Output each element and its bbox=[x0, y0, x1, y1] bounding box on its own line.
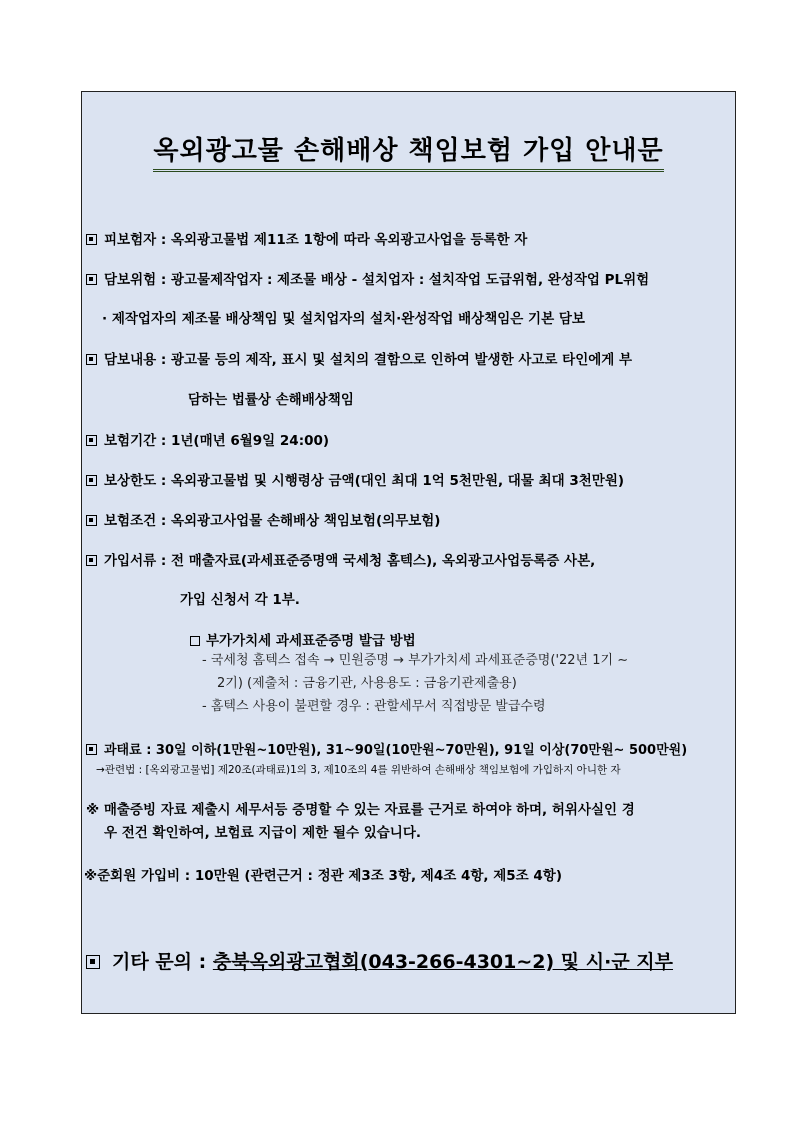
coverage-text-cont: 담하는 법률상 손해배상책임 bbox=[188, 392, 354, 408]
vat-line-3-text: - 홈텍스 사용이 불편할 경우 : 관할세무서 직접방문 발급수령 bbox=[202, 699, 546, 714]
risk-note-text: · 제작업자의 제조물 배상책임 및 설치업자의 설치·완성작업 배상책임은 기본 담보 bbox=[102, 311, 585, 327]
limit-text: 보상한도 : 옥외광고물법 및 시행령상 금액(대인 최대 1억 5천만원, 대물 최대 3천만원) bbox=[104, 473, 625, 489]
penalty-law bbox=[96, 762, 621, 777]
period-text: 보험기간 : 1년(매년 6월9일 24:00) bbox=[104, 433, 330, 449]
insured-row bbox=[86, 228, 527, 248]
condition-row bbox=[86, 509, 440, 529]
associate-fee-text: ※준회원 가입비 : 10만원 (관련근거 : 정관 제3조 3항, 제4조 4항, 제5조 4항) bbox=[84, 868, 563, 884]
risk-row bbox=[86, 268, 649, 288]
risk-text: 담보위험 : 광고물제작업자 : 제조물 배상 - 설치업자 : 설치작업 도급위험, 완성작업 PL위험 bbox=[104, 272, 650, 288]
notice-line-2 bbox=[104, 821, 421, 841]
vat-line-1 bbox=[202, 649, 628, 668]
filled-square-icon bbox=[86, 744, 97, 755]
penalty-row bbox=[86, 739, 687, 758]
filled-square-icon bbox=[86, 955, 100, 969]
filled-square-icon bbox=[86, 475, 97, 486]
docs-row-cont bbox=[180, 588, 300, 608]
page-title bbox=[82, 130, 735, 172]
contact-row bbox=[86, 947, 673, 974]
condition-text: 보험조건 : 옥외광고사업물 손해배상 책임보험(의무보험) bbox=[104, 513, 441, 529]
empty-square-icon bbox=[190, 636, 200, 646]
contact-label: 기타 문의 : bbox=[112, 951, 213, 973]
filled-square-icon bbox=[86, 274, 97, 285]
filled-square-icon bbox=[86, 555, 97, 566]
vat-heading-text: 부가가치세 과세표준증명 발급 방법 bbox=[206, 633, 416, 649]
coverage-row-cont bbox=[188, 388, 354, 408]
coverage-text: 담보내용 : 광고물 등의 제작, 표시 및 설치의 결함으로 인하여 발생한 사고로 타인에게 부 bbox=[104, 352, 633, 368]
vat-line-2 bbox=[217, 672, 517, 691]
period-row bbox=[86, 429, 329, 449]
limit-row bbox=[86, 469, 624, 489]
notice-panel bbox=[81, 91, 736, 1014]
vat-heading bbox=[190, 629, 416, 649]
contact-org: 충북옥외광고협회(043-266-4301∼2) 및 시·군 지부 bbox=[212, 951, 674, 973]
penalty-law-text: →관련법 : [옥외광고물법] 제20조(과태료)1의 3, 제10조의 4를 위반하여 손해배상 책임보험에 가입하지 아니한 자 bbox=[96, 764, 621, 776]
vat-line-1-text: - 국세청 홈텍스 접속 → 민원증명 → 부가가치세 과세표준증명('22년 1기 ∼ bbox=[202, 653, 629, 668]
coverage-row bbox=[86, 348, 632, 368]
associate-fee-row bbox=[84, 864, 562, 884]
vat-line-3 bbox=[202, 695, 546, 714]
title-text: 옥외광고물 손해배상 책임보험 가입 안내문 bbox=[153, 130, 663, 172]
docs-text-cont: 가입 신청서 각 1부. bbox=[180, 592, 300, 608]
docs-text: 가입서류 : 전 매출자료(과세표준증명액 국세청 홈텍스), 옥외광고사업등록증 사본, bbox=[104, 553, 596, 569]
docs-row bbox=[86, 549, 595, 569]
filled-square-icon bbox=[86, 234, 97, 245]
filled-square-icon bbox=[86, 515, 97, 526]
notice-line-1 bbox=[86, 798, 635, 818]
notice-text-cont: 우 전건 확인하여, 보험료 지급이 제한 될수 있습니다. bbox=[104, 825, 422, 841]
filled-square-icon bbox=[86, 435, 97, 446]
notice-text: ※ 매출증빙 자료 제출시 세무서등 증명할 수 있는 자료를 근거로 하여야 하며, 허위사실인 경 bbox=[86, 802, 635, 818]
penalty-text: 과태료 : 30일 이하(1만원~10만원), 31~90일(10만원~70만원), 91일 이상(70만원~ 500만원) bbox=[104, 743, 688, 758]
insured-text: 피보험자 : 옥외광고물법 제11조 1항에 따라 옥외광고사업을 등록한 자 bbox=[104, 232, 528, 248]
vat-line-2-text: 2기) (제출처 : 금융기관, 사용용도 : 금융기관제출용) bbox=[217, 676, 517, 691]
risk-note-row bbox=[102, 307, 585, 327]
filled-square-icon bbox=[86, 354, 97, 365]
